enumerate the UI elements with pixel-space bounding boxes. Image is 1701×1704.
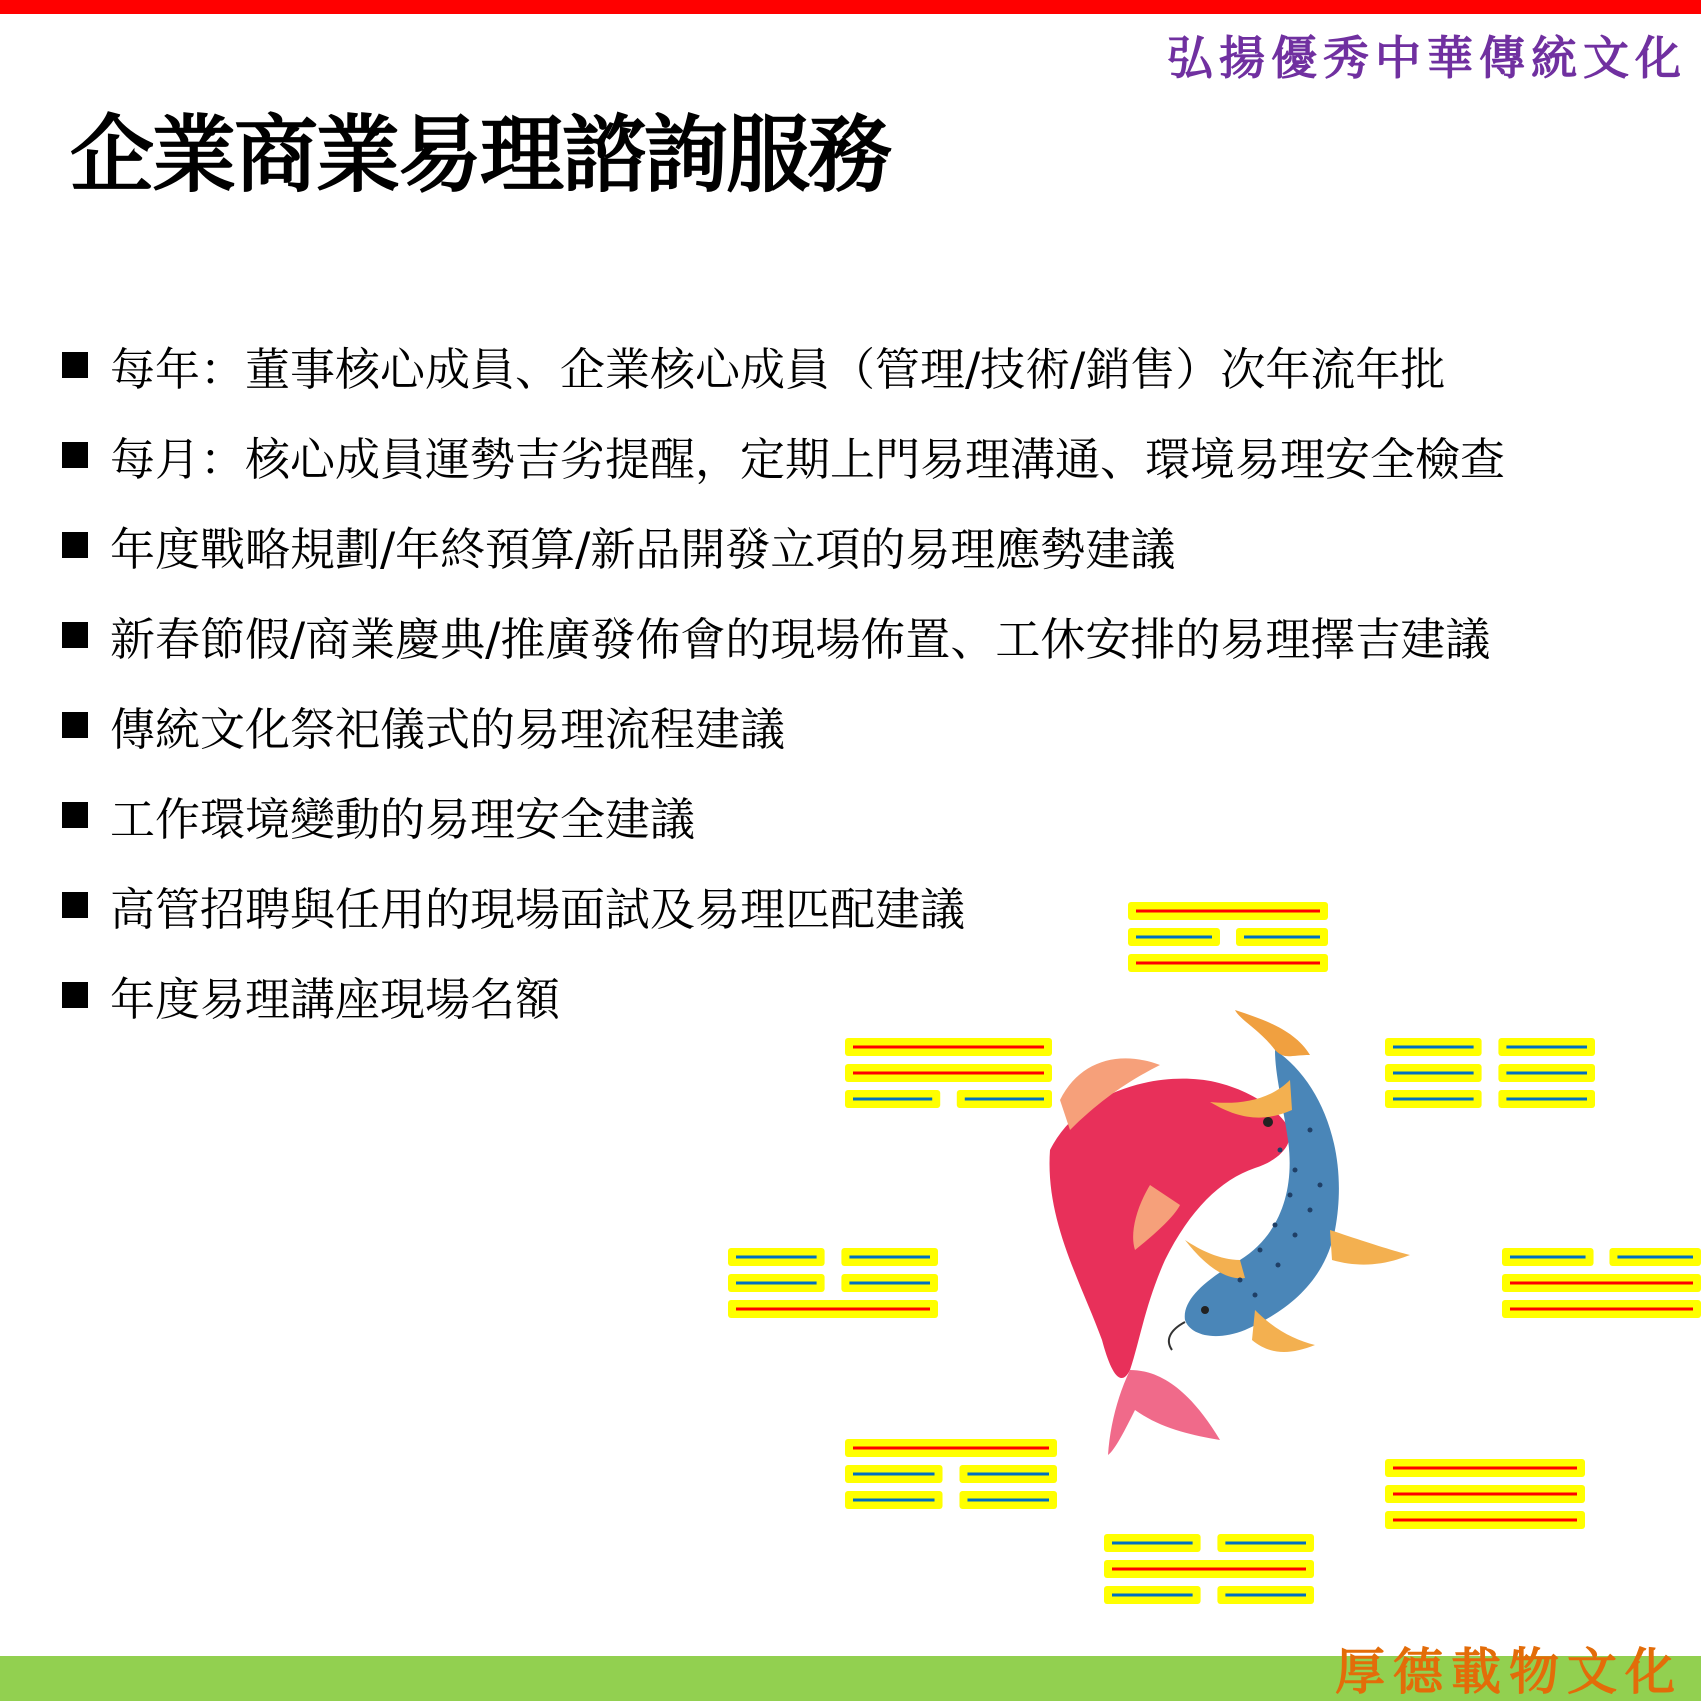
square-bullet-icon xyxy=(62,532,88,558)
list-item xyxy=(62,320,1505,410)
list-item-text: 傳統文化祭祀儀式的易理流程建議 xyxy=(110,702,786,756)
footer-brand: 厚德載物文化 xyxy=(1335,1642,1683,1701)
trigram-dui-icon xyxy=(845,1034,1052,1110)
list-item-text: 新春節假/商業慶典/推廣發佈會的現場佈置、工休安排的易理擇吉建議 xyxy=(110,612,1491,666)
list-item-text: 每年：董事核心成員、企業核心成員（管理/技術/銷售）次年流年批 xyxy=(110,342,1446,396)
page-title: 企業商業易理諮詢服務 xyxy=(70,106,891,204)
square-bullet-icon xyxy=(62,892,88,918)
list-item xyxy=(62,500,1505,590)
trigram-gen-icon xyxy=(845,1435,1057,1511)
trigram-zhen-icon xyxy=(728,1244,938,1320)
square-bullet-icon xyxy=(62,982,88,1008)
list-item xyxy=(62,770,1505,860)
square-bullet-icon xyxy=(62,352,88,378)
list-item xyxy=(62,590,1505,680)
list-item-text: 每月：核心成員運勢吉劣提醒，定期上門易理溝通、環境易理安全檢查 xyxy=(110,432,1506,486)
list-item-text: 年度易理講座現場名額 xyxy=(110,972,561,1026)
list-item-text: 年度戰略規劃/年終預算/新品開發立項的易理應勢建議 xyxy=(110,522,1176,576)
list-item-text: 高管招聘與任用的現場面試及易理匹配建議 xyxy=(110,882,966,936)
list-item-text: 工作環境變動的易理安全建議 xyxy=(110,792,696,846)
trigram-kan-icon xyxy=(1104,1530,1314,1606)
list-item xyxy=(62,410,1505,500)
square-bullet-icon xyxy=(62,442,88,468)
list-item xyxy=(62,680,1505,770)
trigram-li-icon xyxy=(1128,898,1328,974)
trigram-xun-icon xyxy=(1502,1244,1701,1320)
top-red-bar xyxy=(0,0,1701,14)
square-bullet-icon xyxy=(62,802,88,828)
square-bullet-icon xyxy=(62,712,88,738)
header-slogan: 弘揚優秀中華傳統文化 xyxy=(1167,31,1687,85)
koi-fish-illustration xyxy=(1040,1010,1420,1470)
square-bullet-icon xyxy=(62,622,88,648)
